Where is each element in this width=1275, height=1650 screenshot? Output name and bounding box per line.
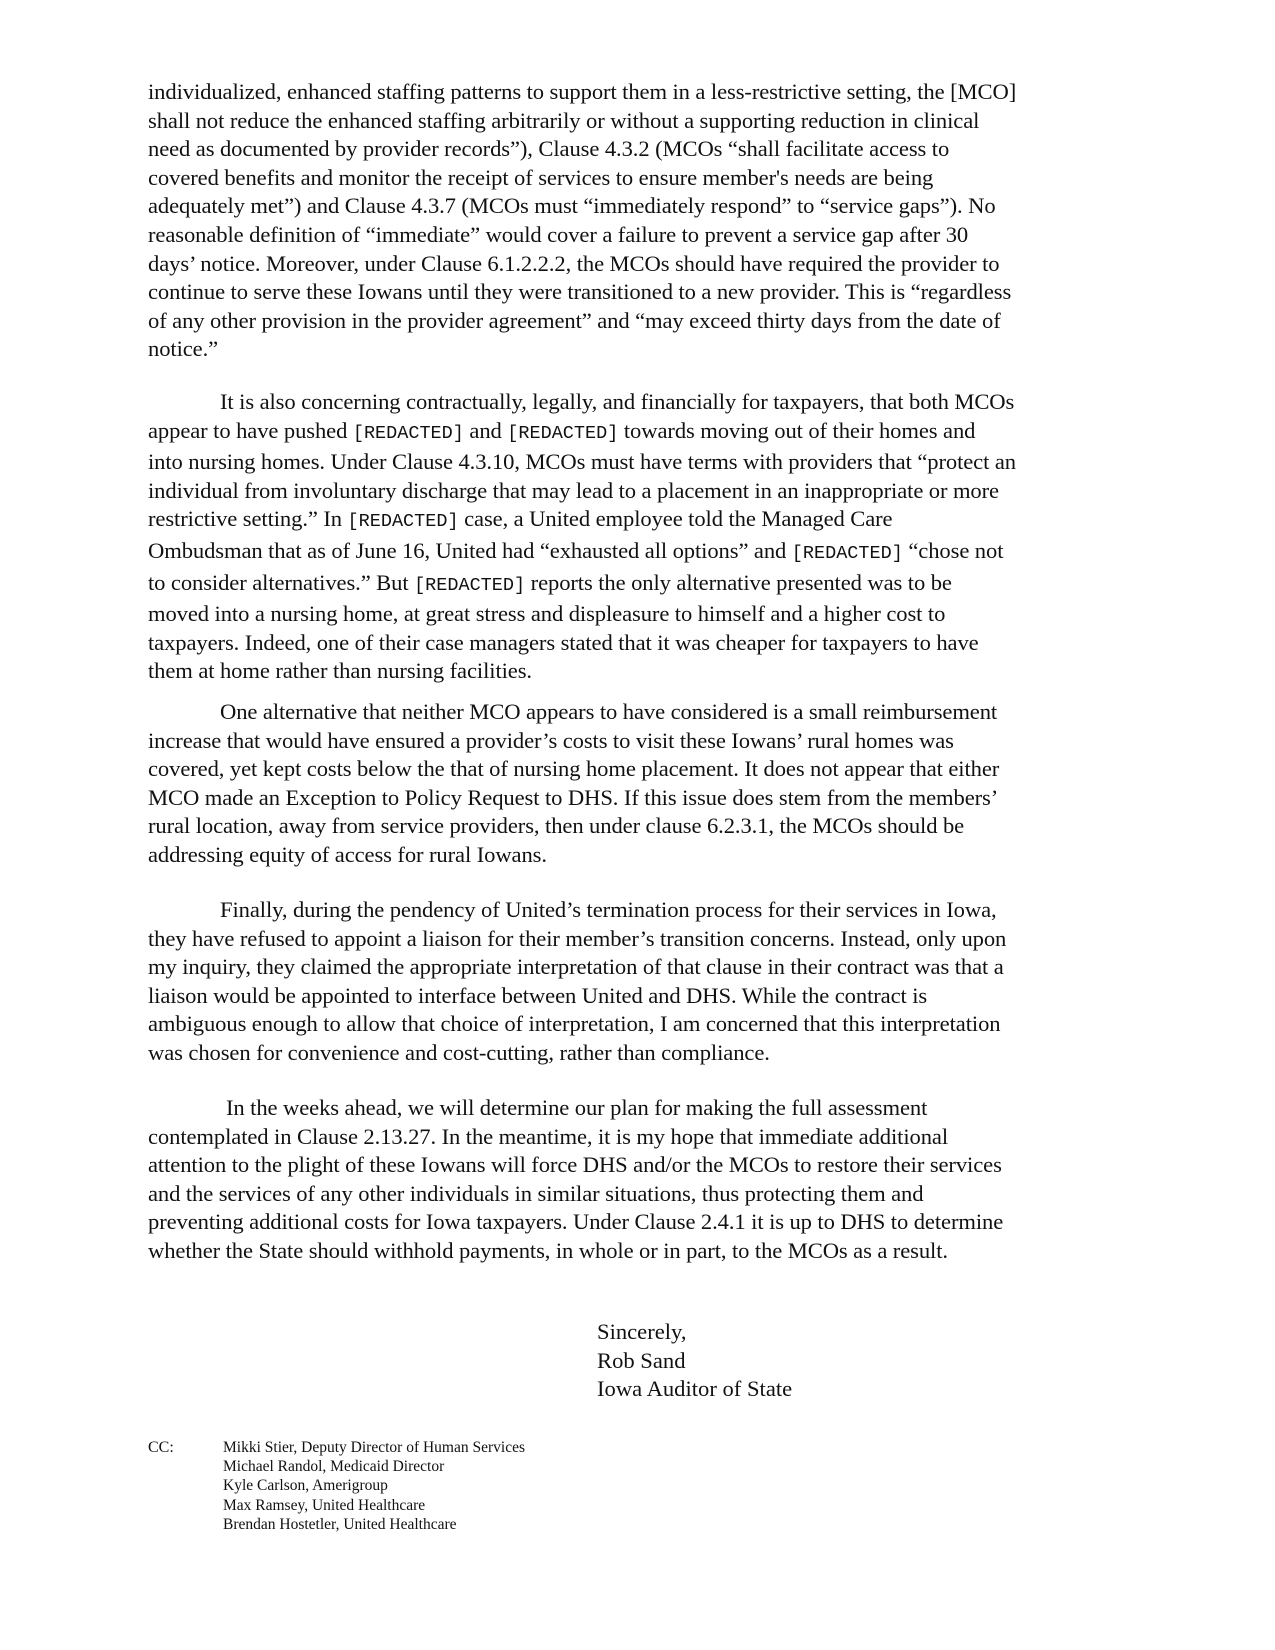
cc-label: CC: — [148, 1439, 174, 1456]
redaction-marker: [REDACTED] — [347, 511, 459, 533]
cc-recipient: Max Ramsey, United Healthcare — [223, 1496, 426, 1514]
text-line: Ombudsman that as of June 16, United had “exhausted all options” and [REDACTED] “chose not — [148, 537, 1004, 564]
cc-recipient: Brendan Hostetler, United Healthcare — [223, 1515, 457, 1533]
text-line: individual from involuntary discharge that may lead to a placement in an inappropriate or more — [148, 477, 999, 503]
cc-recipient-list — [223, 1438, 525, 1534]
redaction-marker: [REDACTED] — [507, 422, 619, 444]
closing-salutation: Sincerely, — [597, 1319, 687, 1344]
paragraph-1 — [148, 78, 1138, 364]
paragraph-5 — [148, 1094, 1138, 1266]
text-line: my inquiry, they claimed the appropriate interpretation of that clause in their contract was that a — [148, 954, 1004, 980]
text-line: increase that would have ensured a provider’s costs to visit these Iowans’ rural homes was — [148, 727, 954, 753]
text-line: MCO made an Exception to Policy Request to DHS. If this issue does stem from the members’ — [148, 784, 999, 810]
text-line: covered benefits and monitor the receipt of services to ensure member's needs are being — [148, 164, 934, 190]
text-line: ambiguous enough to allow that choice of interpretation, I am concerned that this interpretation — [148, 1011, 1001, 1037]
text-line: moved into a nursing home, at great stress and displeasure to himself and a higher cost to — [148, 601, 946, 627]
text-line: them at home rather than nursing facilities. — [148, 658, 532, 684]
text-line: It is also concerning contractually, legally, and financially for taxpayers, that both MCOs — [220, 389, 1015, 414]
paragraph-4 — [148, 896, 1138, 1068]
signature-block — [597, 1318, 792, 1404]
text-line: and the services of any other individuals in similar situations, thus protecting them and — [148, 1180, 924, 1206]
text-line: attention to the plight of these Iowans will force DHS and/or the MCOs to restore their services — [148, 1152, 1002, 1178]
text-line: appear to have pushed [REDACTED] and [REDACTED] towards moving out of their homes and — [148, 417, 976, 444]
text-line: to consider alternatives.” But [REDACTED] reports the only alternative presented was to be — [148, 569, 952, 596]
paragraph-2 — [148, 388, 1138, 686]
cc-recipient: Michael Randol, Medicaid Director — [223, 1458, 445, 1476]
text-line: addressing equity of access for rural Iowans. — [148, 841, 547, 867]
text-line: Finally, during the pendency of United’s termination process for their services in Iowa, — [220, 897, 997, 922]
signer-name: Rob Sand — [597, 1347, 686, 1373]
text-line: taxpayers. Indeed, one of their case managers stated that it was cheaper for taxpayers to have — [148, 629, 979, 655]
cc-recipient: Mikki Stier, Deputy Director of Human Services — [223, 1439, 525, 1456]
text-line: rural location, away from service providers, then under clause 6.2.3.1, the MCOs should be — [148, 813, 965, 839]
text-line: contemplated in Clause 2.13.27. In the meantime, it is my hope that immediate additional — [148, 1123, 948, 1149]
paragraph-3 — [148, 698, 1138, 870]
text-line: preventing additional costs for Iowa taxpayers. Under Clause 2.4.1 it is up to DHS to determine — [148, 1209, 1004, 1235]
text-line: days’ notice. Moreover, under Clause 6.1.2.2.2, the MCOs should have required the provider to — [148, 250, 1000, 276]
text-line: restrictive setting.” In [REDACTED] case, a United employee told the Managed Care — [148, 506, 893, 533]
text-line: covered, yet kept costs below the that of nursing home placement. It does not appear that either — [148, 756, 1000, 782]
text-line: individualized, enhanced staffing patterns to support them in a less-restrictive setting, the [MCO] — [148, 79, 1017, 104]
text-line: adequately met”) and Clause 4.3.7 (MCOs must “immediately respond” to “service gaps”). No — [148, 193, 996, 219]
text-line: need as documented by provider records”), Clause 4.3.2 (MCOs “shall facilitate access to — [148, 136, 950, 162]
redaction-marker: [REDACTED] — [352, 422, 464, 444]
redaction-marker: [REDACTED] — [414, 574, 526, 596]
text-line: shall not reduce the enhanced staffing arbitrarily or without a supporting reduction in clinical — [148, 107, 980, 133]
text-line: they have refused to appoint a liaison for their member’s transition concerns. Instead, only upon — [148, 925, 1007, 951]
redaction-marker: [REDACTED] — [791, 542, 903, 564]
text-line: notice.” — [148, 336, 219, 362]
text-line: One alternative that neither MCO appears to have considered is a small reimbursement — [220, 699, 998, 724]
text-line: whether the State should withhold payments, in whole or in part, to the MCOs as a result. — [148, 1237, 948, 1263]
cc-recipient: Kyle Carlson, Amerigroup — [223, 1477, 388, 1495]
text-line: was chosen for convenience and cost-cutting, rather than compliance. — [148, 1039, 770, 1065]
text-line: In the weeks ahead, we will determine our plan for making the full assessment — [226, 1095, 928, 1120]
text-line: continue to serve these Iowans until they were transitioned to a new provider. This is “regardless — [148, 279, 1012, 305]
signer-title: Iowa Auditor of State — [597, 1376, 793, 1402]
text-line: into nursing homes. Under Clause 4.3.10, MCOs must have terms with providers that “protect an — [148, 449, 1016, 475]
text-line: of any other provision in the provider agreement” and “may exceed thirty days from the date of — [148, 307, 1001, 333]
text-line: reasonable definition of “immediate” would cover a failure to prevent a service gap after 30 — [148, 221, 969, 247]
text-line: liaison would be appointed to interface between United and DHS. While the contract is — [148, 982, 928, 1008]
